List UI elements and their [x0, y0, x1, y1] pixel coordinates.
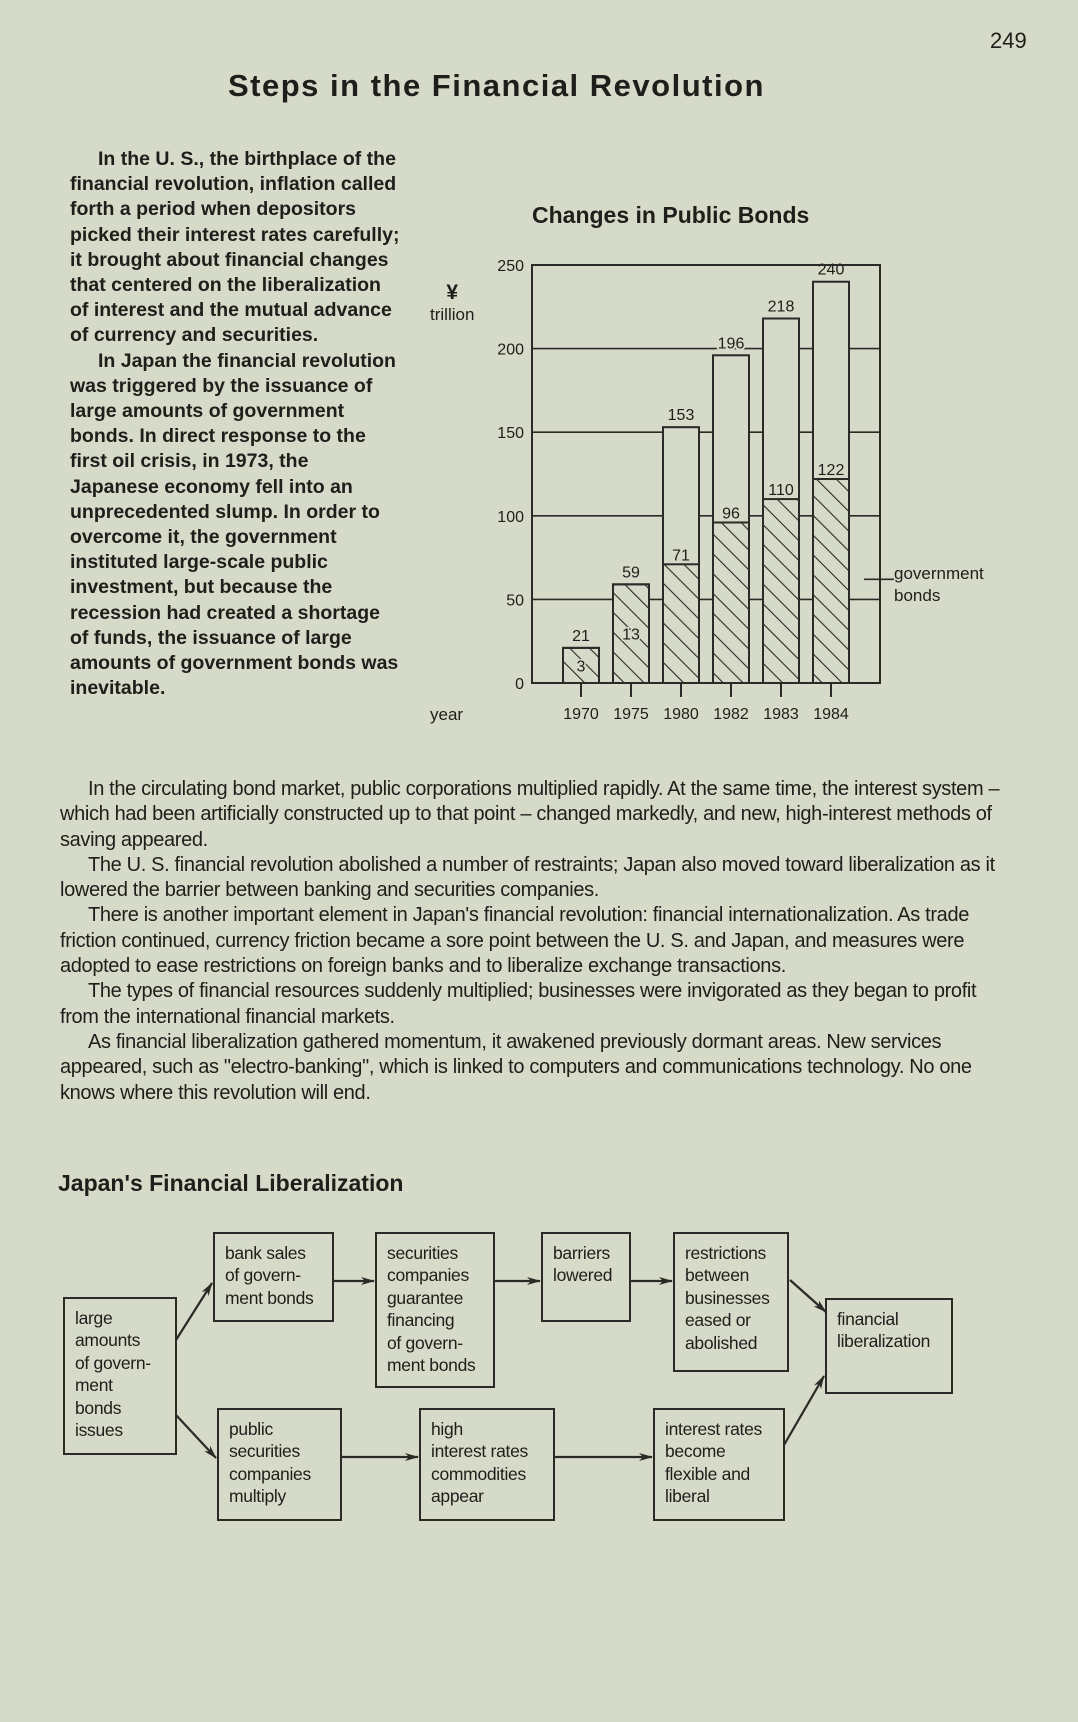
arrow-restrictions-to-result [790, 1280, 826, 1312]
svg-text:150: 150 [497, 425, 524, 443]
paragraph: In Japan the financial revolution was triggered by the issuance of large amounts of government bonds. In direct response to the first oil crisis, in 1973, the Japanese economy fell into an unprecedented slump. In order to overcome it, the government instituted large-scale public investment, but because the recession had created a shortage of funds, the issuance of large amounts of government bonds was inevitable. [70, 349, 399, 700]
chart-title: Changes in Public Bonds [532, 202, 810, 228]
svg-text:1984: 1984 [813, 706, 849, 723]
paragraph: The types of financial resources suddenly multiplied; businesses were invigorated as they began to profit from the international financial markets. [60, 980, 977, 1028]
flow-node-rates-flexible: interest rates become flexible and liberal [653, 1408, 785, 1521]
arrow-start-to-public-sec [176, 1415, 216, 1458]
paragraph: The U. S. financial revolution abolished a number of restraints; Japan also moved toward liberalization as it lowered the barrier between banking and securities companies. [60, 853, 995, 902]
svg-text:50: 50 [506, 592, 524, 610]
svg-text:0: 0 [515, 676, 524, 693]
page-number: 249 [990, 28, 1027, 53]
flow-node-bank-sales: bank sales of govern- ment bonds [213, 1232, 334, 1322]
svg-text:250: 250 [497, 258, 524, 275]
flow-node-financial-liberalization: financial liberalization [825, 1298, 953, 1394]
svg-text:21: 21 [572, 627, 590, 645]
svg-text:13: 13 [622, 626, 640, 644]
flow-node-barriers-lowered: barriers lowered [541, 1232, 631, 1322]
svg-text:1982: 1982 [713, 706, 749, 723]
flow-node-high-interest: high interest rates commodities appear [419, 1408, 555, 1521]
svg-text:1975: 1975 [613, 706, 649, 723]
flow-node-restrictions-eased: restrictions between businesses eased or abolished [673, 1232, 789, 1372]
flow-node-securities-guarantee: securities companies guarantee financing of govern- ment bonds [375, 1232, 495, 1388]
arrow-start-to-bank-sales [176, 1283, 212, 1340]
svg-text:1983: 1983 [763, 706, 799, 723]
svg-text:1980: 1980 [663, 706, 699, 723]
svg-text:218: 218 [767, 298, 795, 316]
svg-text:122: 122 [817, 462, 845, 480]
paragraph: As financial liberalization gathered momentum, it awakened previously dormant areas. New services appeared, such as "electro-banking", which is linked to computers and communications technology. No one knows where this revolution will end. [60, 1030, 972, 1104]
svg-text:3: 3 [576, 658, 586, 676]
svg-text:59: 59 [622, 564, 640, 582]
svg-text:200: 200 [497, 341, 524, 359]
flowchart-title: Japan's Financial Liberalization [58, 1170, 404, 1196]
svg-text:240: 240 [817, 261, 845, 279]
unit-word: trillion [430, 305, 475, 324]
arrow-rates-to-result [784, 1376, 824, 1445]
body-text [60, 777, 1020, 1106]
legend-label: government bonds [894, 564, 984, 605]
page-title: Steps in the Financial Revolution [228, 68, 765, 103]
flow-node-public-securities: public securities companies multiply [217, 1408, 342, 1521]
svg-text:110: 110 [768, 482, 794, 500]
yen-symbol: ¥ [446, 281, 459, 304]
svg-text:71: 71 [672, 547, 690, 565]
paragraph: There is another important element in Japan's financial revolution: financial internationalization. As trade friction continued, currency friction became a sore point between the U. S. and Japan, and measures were adopted to ease restrictions on foreign banks and to liberalize exchange transactions. [60, 904, 969, 978]
flow-node-large-bond-issues: large amounts of govern- ment bonds issues [63, 1297, 177, 1455]
svg-text:1970: 1970 [563, 706, 599, 723]
paragraph: In the circulating bond market, public corporations multiplied rapidly. At the same time, the interest system – which had been artificially constructed up to that point – changed markedly, and new, high-interest methods of saving appeared. [60, 778, 1000, 851]
paragraph: In the U. S., the birthplace of the financial revolution, inflation called forth a period when depositors picked their interest rates carefully; it brought about financial changes that centered on the liberalization of interest and the mutual advance of currency and securities. [70, 148, 400, 347]
svg-text:100: 100 [497, 508, 524, 526]
svg-text:153: 153 [667, 407, 695, 425]
x-axis-label: year [430, 705, 464, 724]
svg-text:96: 96 [722, 505, 740, 523]
svg-text:196: 196 [717, 335, 745, 353]
